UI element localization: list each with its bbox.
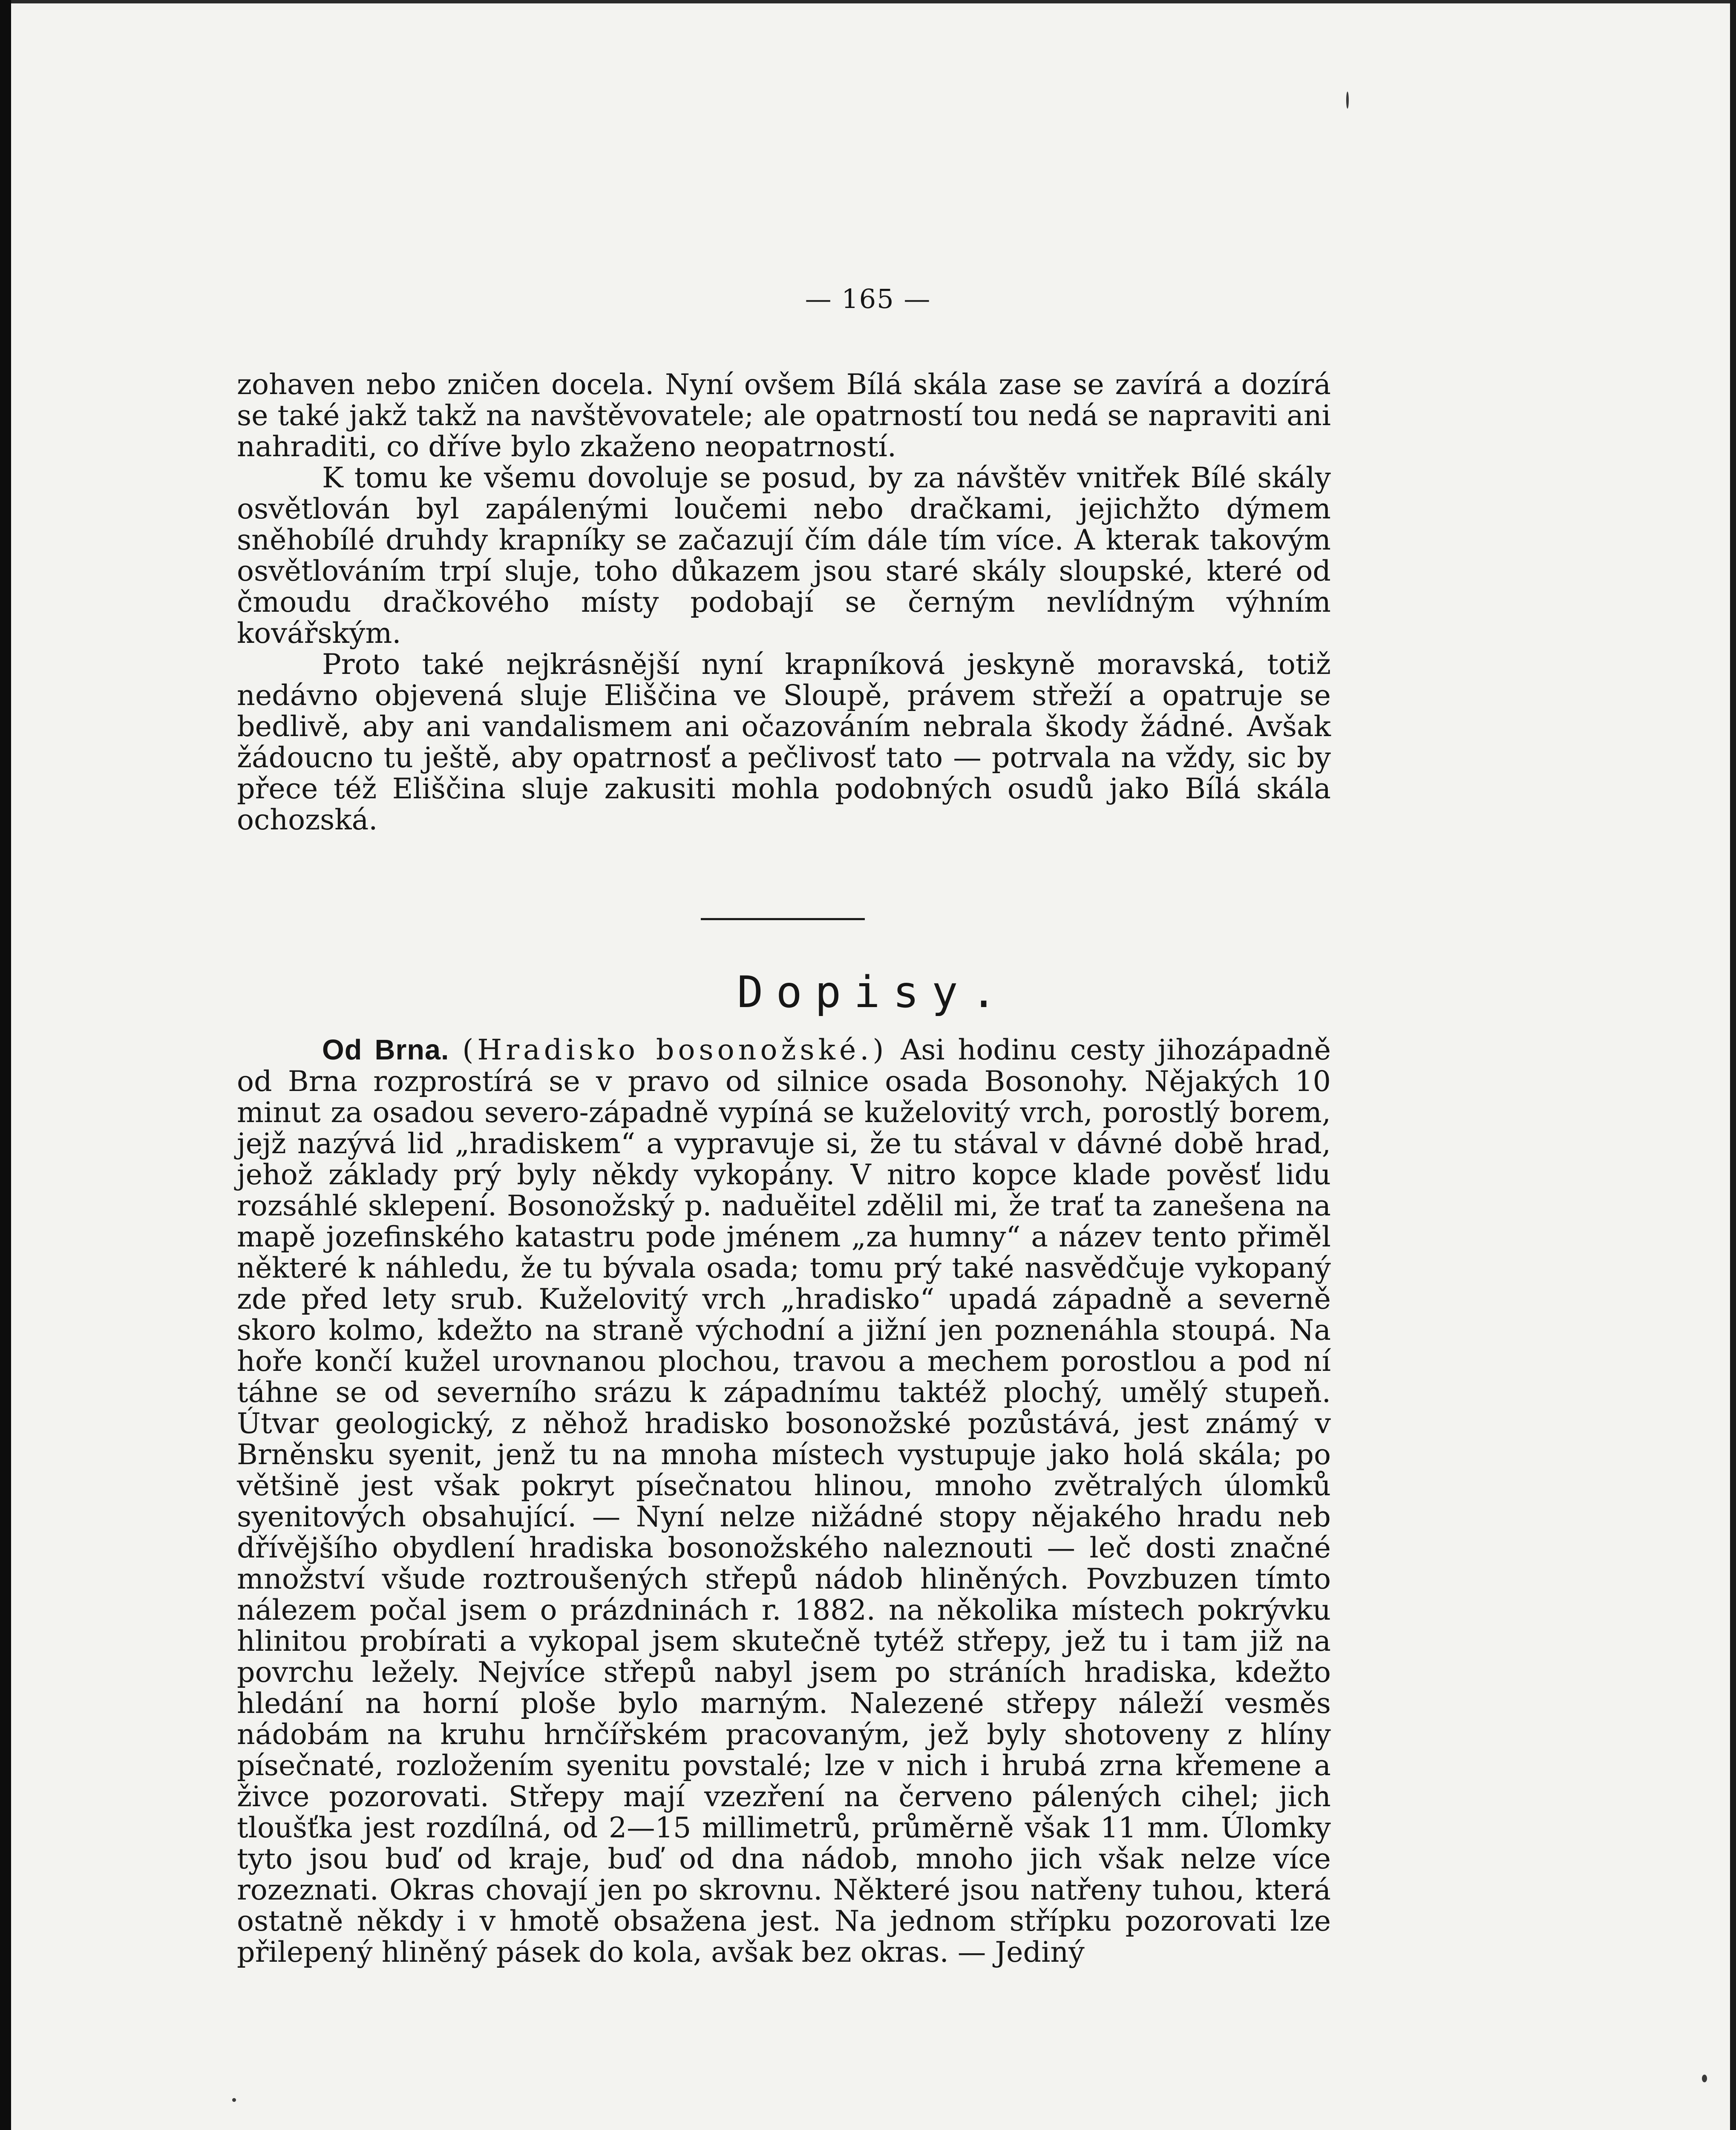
page-number: — 165 — — [805, 283, 931, 314]
scan-speck — [1346, 92, 1349, 109]
section-divider — [701, 918, 865, 920]
letter-place: Od Brna. — [322, 1034, 449, 1066]
scan-edge-top — [0, 0, 1736, 3]
scan-edge-left — [0, 0, 11, 2130]
scan-speck — [1702, 2075, 1707, 2082]
scan-speck — [232, 2098, 236, 2102]
section-heading: Dopisy. — [737, 967, 1010, 1018]
letter-subtitle: (Hradisko bosonožské.) — [462, 1033, 888, 1066]
letter-paragraph — [237, 1034, 1331, 1968]
article-text — [237, 369, 1331, 835]
paragraph: Proto také nejkrásnější nyní krapníková jeskyně moravská, totiž nedávno objevená sluje Eliščina ve Sloupě, právem střeží a opatruje se bedlivě, aby ani vandalismem ani očazováním nebrala škody žádné. Avšak žádoucno tu ještě, aby opatrnosť a pečlivosť tato — potrvala na vždy, sic by přece též Eliščina sluje zakusiti mohla podobných osudů jako Bílá skála ochozská. — [237, 648, 1331, 836]
letter-text — [237, 1034, 1331, 1968]
paragraph: zohaven nebo zničen docela. Nyní ovšem Bílá skála zase se zavírá a dozírá se také jakž takž na navštěvovatele; ale opatrností tou nedá se napraviti ani nahraditi, co dříve bylo zkaženo neopatrností. — [237, 368, 1331, 463]
paragraph: K tomu ke všemu dovoluje se posud, by za návštěv vnitřek Bílé skály osvětlován byl zapálenými loučemi nebo dračkami, jejichžto dýmem sněhobílé druhdy krapníky se začazují čím dále tím více. A kterak takovým osvětlováním trpí sluje, toho důkazem jsou staré skály sloupské, které od čmoudu dračkového místy podobají se černým nevlídným výhním kovářským. — [237, 461, 1331, 650]
scan-edge-right — [1730, 0, 1736, 2130]
letter-body: Asi hodinu cesty jihozápadně od Brna rozprostírá se v pravo od silnice osada Bosonohy. Nějakých 10 minut za osadou severo-západně vypíná se kuželovitý vrch, porostlý borem, jejž nazývá lid „hradiskem“ a vypravuje si, že tu stával v dávné době hrad, jehož základy prý byly někdy vykopány. V nitro kopce klade pověsť lidu rozsáhlé sklepení. Bosonožský p. naduěitel zdělil mi, že trať ta zanešena na mapě jozefinského katastru pode jménem „za humny“ a název tento přiměl některé k náhledu, že tu bývala osada; tomu prý také nasvědčuje vykopaný zde před lety srub. Kuželovitý vrch „hradisko“ upadá západně a severně skoro kolmo, kdežto na straně východní a jižní jen poznenáhla stoupá. Na hoře končí kužel urovnanou plochou, travou a mechem porostlou a pod ní táhne se od severního srázu k západnímu taktéž plochý, umělý stupeň. Útvar geologický, z něhož hradisko bosonožské pozůstává, jest známý v Brněnsku syenit, jenž tu na mnoha místech vystupuje jako holá skála; po většině jest však pokryt písečnatou hlinou, mnoho zvětralých úlomků syenitových obsahující. — Nyní nelze nižádné stopy nějakého hradu neb dřívějšího obydlení hradiska bosonožského naleznouti — leč dosti značné množství všude roztroušených střepů nádob hliněných. Povzbuzen tímto nálezem počal jsem o prázdninách r. 1882. na několika místech pokrývku hlinitou probírati a vykopal jsem skutečně tytéž střepy, jež tu i tam již na povrchu ležely. Nejvíce střepů nabyl jsem po stráních hradiska, kdežto hledání na horní ploše bylo marným. Nalezené střepy náleží vesměs nádobám na kruhu hrnčířském pracovaným, jež byly shotoveny z hlíny písečnaté, rozložením syenitu povstalé; lze v nich i hrubá zrna křemene a živce pozorovati. Střepy mají vzezření na červeno pálených cihel; jich tloušťka jest rozdílná, od 2—15 millimetrů, průměrně však 11 mm. Úlomky tyto jsou buď od kraje, buď od dna nádob, mnoho jich však nelze více rozeznati. Okras chovají jen po skrovnu. Některé jsou natřeny tuhou, která ostatně někdy i v hmotě obsažena jest. Na jednom střípku pozorovati lze přilepený hliněný pásek do kola, avšak bez okras. — Jediný — [237, 1033, 1331, 1969]
